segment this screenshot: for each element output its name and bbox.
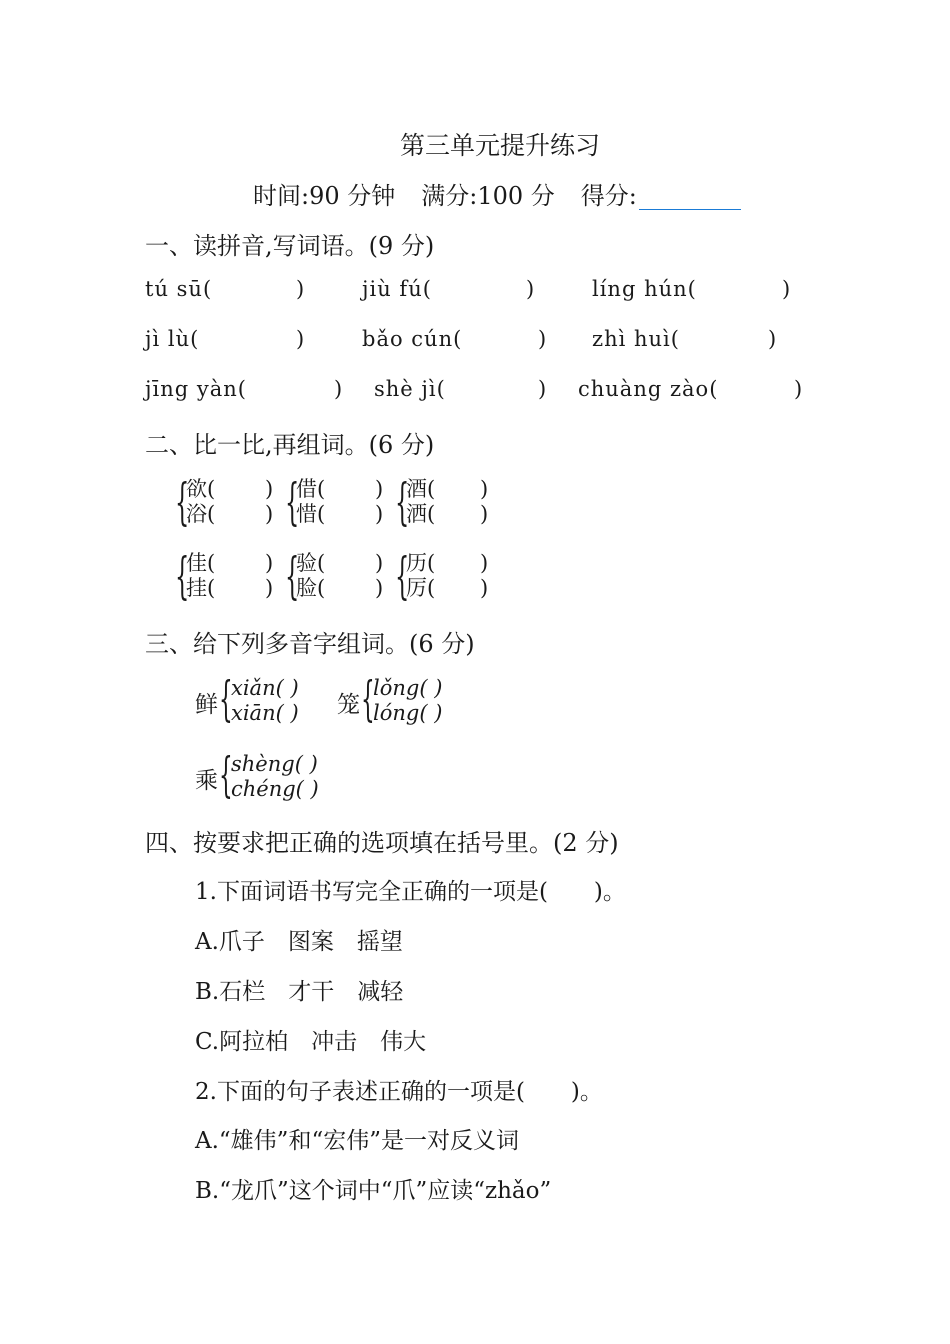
pinyin-item: jīng yàn(	[145, 377, 247, 401]
compare-char: 借(	[296, 477, 326, 501]
option-a[interactable]: A.“雄伟”和“宏伟”是一对反义词	[195, 1128, 519, 1154]
brace: {	[361, 671, 375, 727]
compare-char: 验(	[296, 551, 326, 575]
pinyin-item: líng hún(	[592, 277, 697, 301]
compare-char: 欲(	[186, 477, 216, 501]
brace: {	[285, 547, 300, 605]
brace: {	[395, 547, 410, 605]
polyphone-reading: xiǎn( )	[231, 676, 299, 700]
compare-group: { 佳( ) 挂( )	[175, 547, 274, 605]
brace: {	[285, 473, 300, 531]
pinyin-item: zhì huì(	[592, 327, 680, 351]
polyphone-char: 乘	[195, 768, 218, 794]
option-b[interactable]: B.“龙爪”这个词中“爪”应读“zhǎo”	[195, 1178, 552, 1204]
pinyin-item: jiù fú(	[362, 277, 432, 301]
brace: {	[219, 671, 233, 727]
option-a[interactable]: A.爪子 图案 摇望	[195, 929, 403, 955]
polyphone-group	[195, 671, 335, 734]
polyphone-reading: xiān( )	[231, 701, 299, 725]
compare-group: { 酒( ) 洒( )	[395, 473, 489, 531]
page-title: 第三单元提升练习	[400, 131, 601, 160]
brace: {	[395, 473, 410, 531]
polyphone-char: 笼	[337, 692, 360, 718]
polyphone-reading: chéng( )	[231, 777, 319, 801]
compare-group: { 验( ) 脸( )	[285, 547, 384, 605]
compare-char: 脸(	[296, 576, 326, 600]
time-limit: 时间:90 分钟	[253, 182, 396, 210]
answer-close: )	[296, 327, 306, 351]
exam-info	[253, 176, 741, 211]
compare-char: 厉(	[406, 576, 436, 600]
answer-close: )	[768, 327, 778, 351]
answer-close: )	[794, 377, 804, 401]
polyphone-group	[195, 747, 355, 810]
option-c[interactable]: C.阿拉柏 冲击 伟大	[195, 1029, 427, 1055]
option-b[interactable]: B.石栏 才干 减轻	[195, 979, 404, 1005]
compare-char: 洒(	[406, 502, 436, 526]
compare-char: 浴(	[186, 502, 216, 526]
compare-group: { 借( ) 惜( )	[285, 473, 384, 531]
question-1: 1.下面词语书写完全正确的一项是( )。	[195, 879, 626, 905]
compare-group: { 欲( ) 浴( )	[175, 473, 274, 531]
answer-close: )	[538, 377, 548, 401]
polyphone-reading: lǒng( )	[373, 676, 443, 700]
polyphone-group	[337, 671, 477, 734]
pinyin-item: jì lù(	[145, 327, 200, 351]
answer-close: )	[526, 277, 536, 301]
polyphone-char: 鲜	[195, 692, 218, 718]
full-score: 满分:100 分	[421, 182, 555, 210]
brace: {	[175, 547, 190, 605]
compare-char: 挂(	[186, 576, 216, 600]
section-4-heading: 四、按要求把正确的选项填在括号里。(2 分)	[145, 829, 619, 857]
section-3-heading: 三、给下列多音字组词。(6 分)	[145, 630, 475, 658]
brace: {	[219, 747, 233, 803]
pinyin-item: bǎo cún(	[362, 327, 463, 351]
answer-close: )	[538, 327, 548, 351]
compare-char: 惜(	[296, 502, 326, 526]
brace: {	[175, 473, 190, 531]
score-blank[interactable]	[639, 183, 741, 210]
pinyin-item: shè jì(	[374, 377, 446, 401]
compare-group: { 历( ) 厉( )	[395, 547, 489, 605]
compare-char: 佳(	[186, 551, 216, 575]
answer-close: )	[782, 277, 792, 301]
compare-char: 历(	[406, 551, 436, 575]
section-1-heading: 一、读拼音,写词语。(9 分)	[145, 232, 435, 260]
compare-char: 酒(	[406, 477, 436, 501]
pinyin-item: chuàng zào(	[578, 377, 719, 401]
polyphone-reading: shèng( )	[231, 752, 318, 776]
pinyin-item: tú sū(	[145, 277, 213, 301]
answer-close: )	[334, 377, 344, 401]
score-label: 得分:	[580, 182, 637, 210]
section-2-heading: 二、比一比,再组词。(6 分)	[145, 431, 435, 459]
question-2: 2.下面的句子表述正确的一项是( )。	[195, 1079, 603, 1105]
answer-close: )	[296, 277, 306, 301]
polyphone-reading: lóng( )	[373, 701, 443, 725]
